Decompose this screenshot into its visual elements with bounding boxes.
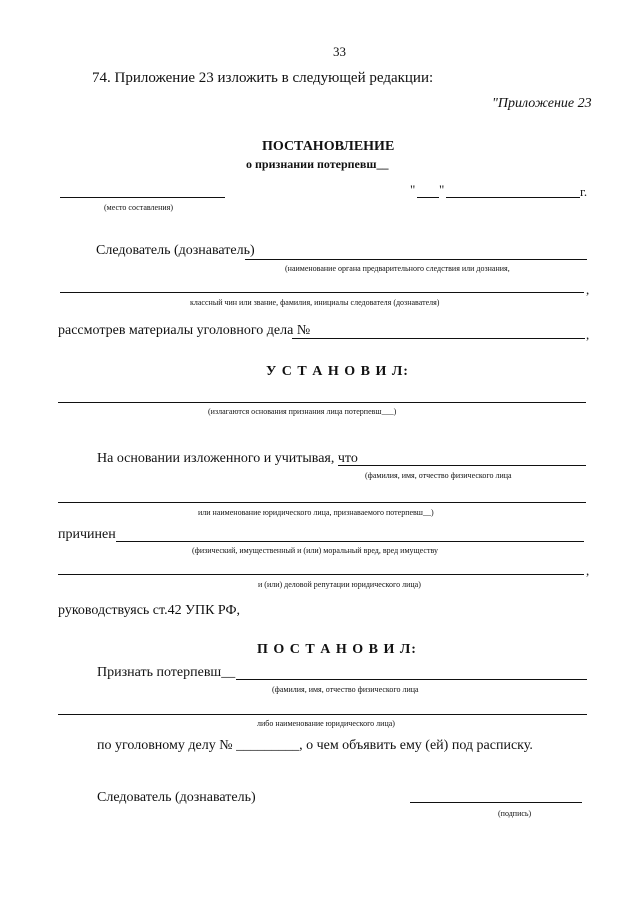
investigator-caption-2: классный чин или звание, фамилия, инициалы следователя (дознавателя) [190,298,440,307]
recognize-label: Признать потерпевш__ [97,665,236,680]
document-title: ПОСТАНОВЛЕНИЕ [262,139,395,154]
investigator-field-line-2 [60,292,584,293]
basis-field-line [338,465,586,466]
caused-field-line [116,541,584,542]
resolved-heading: П О С Т А Н О В И Л: [257,642,417,657]
established-heading: У С Т А Н О В И Л: [266,364,409,379]
caused-comma: , [586,563,590,578]
investigator-comma: , [586,282,590,297]
basis-caption-1: (фамилия, имя, отчество физического лица [365,471,512,480]
case-number-line [292,338,585,339]
caused-field-line-2 [58,574,584,575]
place-field-line [60,197,225,198]
page-number: 33 [333,44,346,59]
investigator-label: Следователь (дознаватель) [96,243,255,258]
caused-caption-1: (физический, имущественный и (или) моральный вред, вред имуществу [192,546,438,555]
recognize-caption-1: (фамилия, имя, отчество физического лица [272,685,419,694]
case-review-text: рассмотрев материалы уголовного дела № [58,323,311,338]
recognize-field-line [236,679,587,680]
recognize-field-line-2 [58,714,587,715]
signature-caption: (подпись) [498,809,532,818]
case-number-text: по уголовному делу № _________, о чем объявить ему (ей) под расписку. [97,738,533,753]
recognize-caption-2: либо наименование юридического лица) [257,719,395,728]
caused-caption-2: и (или) деловой репутации юридического лица) [258,580,421,589]
date-year-suffix: г. [580,184,588,199]
basis-field-line-2 [58,502,586,503]
investigator-caption-1: (наименование органа предварительного следствия или дознания, [285,264,510,273]
signature-label: Следователь (дознаватель) [97,790,256,805]
established-caption: (излагаются основания признания лица потерпевш___) [208,407,397,416]
caused-label: причинен [58,527,116,542]
case-review-comma: , [586,327,590,342]
date-month-line [446,197,580,198]
date-quote-open: " [410,182,416,197]
basis-caption-2: или наименование юридического лица, признаваемого потерпевш__) [198,508,434,517]
date-day-line [417,197,439,198]
investigator-field-line [245,259,587,260]
appendix-reference: "Приложение 23 [492,96,592,111]
instruction-heading: 74. Приложение 23 изложить в следующей редакции: [92,70,434,86]
place-caption: (место составления) [104,203,173,212]
document-subtitle: о признании потерпевш__ [246,157,389,171]
established-field-line [58,402,586,403]
signature-field-line [410,802,582,803]
date-quote-close: " [439,182,445,197]
basis-text: На основании изложенного и учитывая, что [97,451,358,466]
guided-text: руководствуясь ст.42 УПК РФ, [58,603,241,618]
